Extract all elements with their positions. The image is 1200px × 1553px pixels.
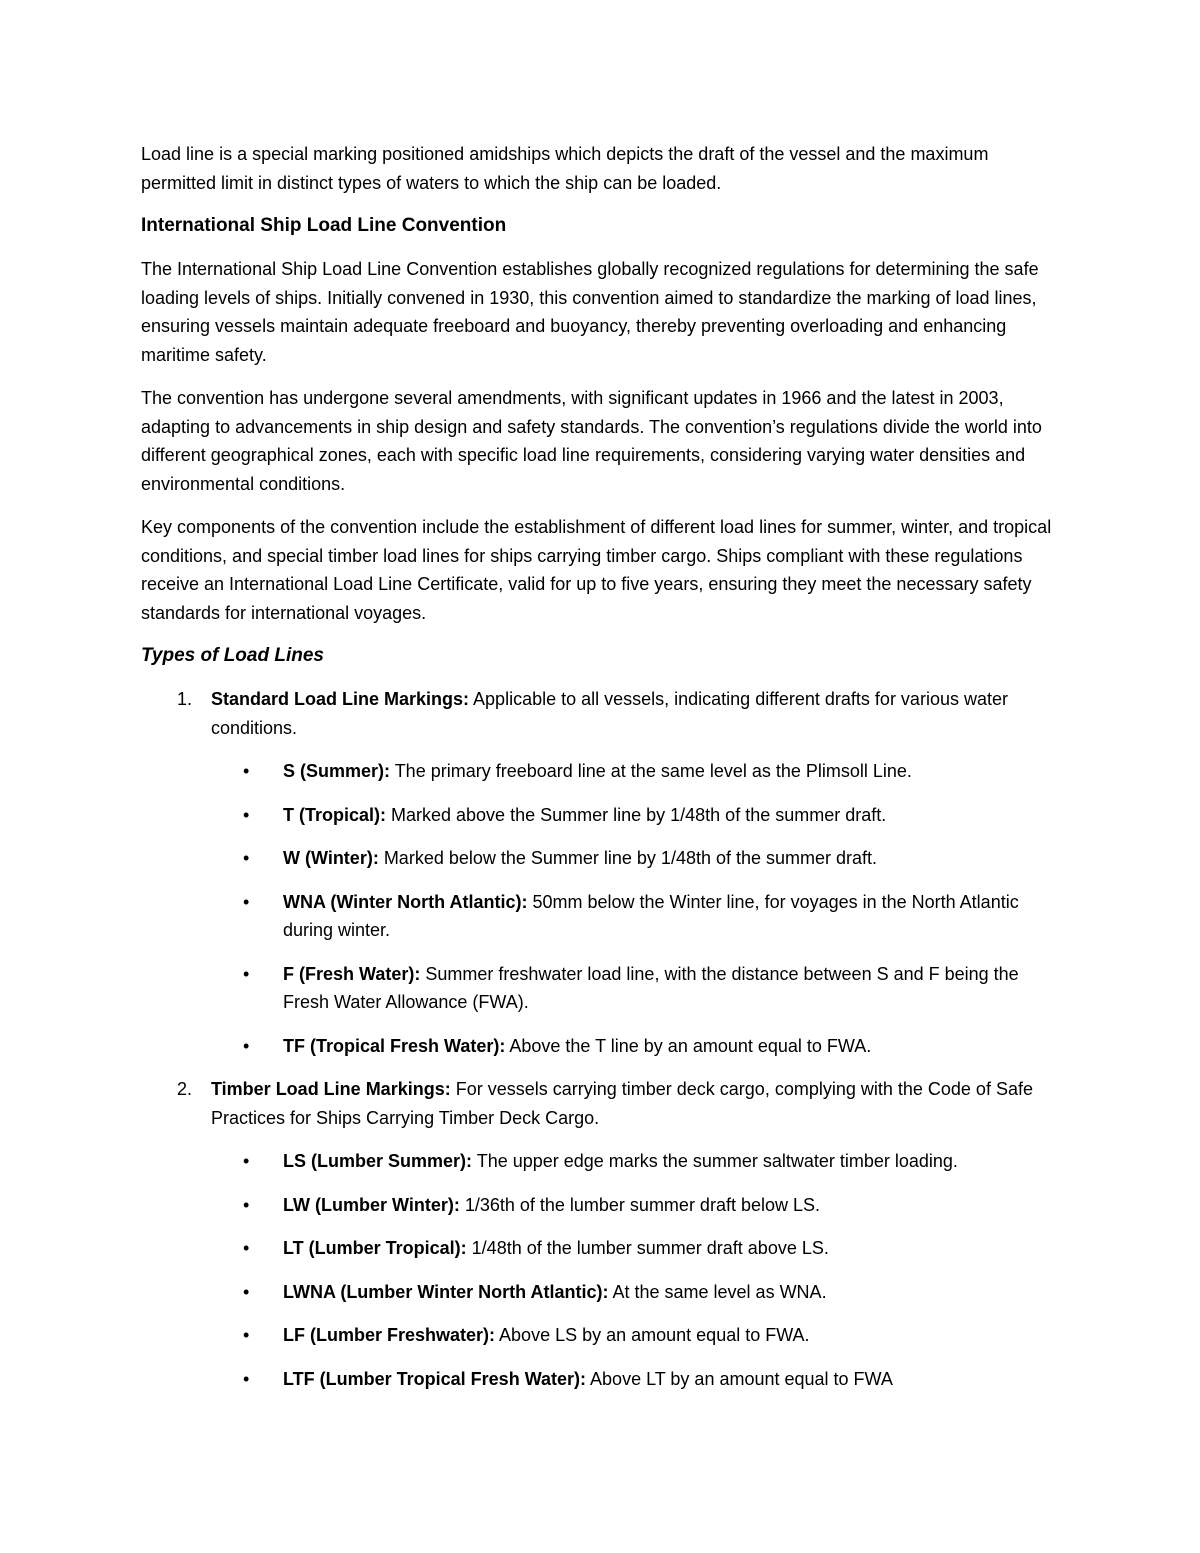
- sublist-item: [211, 1234, 1061, 1263]
- bullet-icon: •: [243, 804, 250, 825]
- sublist-text: Marked above the Summer line by 1/48th of the summer draft.: [386, 804, 887, 825]
- bullet-icon: •: [243, 1325, 250, 1345]
- intro-paragraph: Load line is a special marking positioned amidships which depicts the draft of the vessel and the maximum permitted limit in distinct types of waters to which the ship can be loaded.: [141, 144, 989, 193]
- sublist-text: Above the T line by an amount equal to FWA.: [505, 1035, 872, 1056]
- sublist-text: 1/36th of the lumber summer draft below LS.: [459, 1194, 821, 1215]
- sublist-item: [211, 1191, 1061, 1220]
- convention-paragraph-3: Key components of the convention include the establishment of different load lines for summer, winter, and tropical conditions, and special timber load lines for ships carrying timber cargo. Ships compliant with these regulations receive an International Load Line Certificate, valid for up to five years, ensuring they meet the necessary safety standards for international voyages.: [141, 517, 1052, 623]
- sublist-term: LT (Lumber Tropical):: [283, 1238, 467, 1258]
- list-number: 2.: [177, 1079, 193, 1099]
- list-term: Standard Load Line Markings:: [211, 689, 470, 709]
- bullet-icon: •: [243, 1194, 250, 1215]
- bullet-icon: •: [243, 1368, 250, 1389]
- bullet-icon: •: [243, 891, 250, 912]
- sublist-term: WNA (Winter North Atlantic):: [283, 891, 528, 912]
- list-item-timber-markings: [141, 1075, 1061, 1393]
- timber-markings-sublist: [211, 1147, 1061, 1393]
- bullet-icon: •: [243, 761, 250, 781]
- standard-markings-sublist: [211, 757, 1061, 1060]
- sublist-term: F (Fresh Water):: [283, 963, 421, 984]
- sublist-term: W (Winter):: [283, 848, 379, 868]
- sublist-item: [211, 1147, 1061, 1176]
- sublist-term: S (Summer):: [283, 761, 391, 781]
- sublist-item: [211, 1365, 1061, 1394]
- sublist-text: The upper edge marks the summer saltwater timber loading.: [472, 1151, 958, 1171]
- sublist-text: 50mm below the Winter line, for voyages in the North Atlantic during winter.: [283, 891, 1019, 940]
- bullet-icon: •: [243, 848, 250, 868]
- list-term: Timber Load Line Markings:: [211, 1079, 451, 1099]
- sublist-term: LWNA (Lumber Winter North Atlantic):: [283, 1281, 609, 1302]
- convention-paragraph-1: The International Ship Load Line Convention establishes globally recognized regulations for determining the safe loading levels of ships. Initially convened in 1930, this convention aimed to standardize the marking of load lines, ensuring vessels maintain adequate freeboard and buoyancy, thereby preventing overloading and enhancing maritime safety.: [141, 259, 1039, 365]
- convention-paragraph-2: The convention has undergone several amendments, with significant updates in 1966 and the latest in 2003, adapting to advancements in ship design and safety standards. The convention’s regulations divide the world into different geographical zones, each with specific load line requirements, considering varying water densities and environmental conditions.: [141, 388, 1042, 494]
- sublist-term: LW (Lumber Winter):: [283, 1194, 460, 1215]
- list-text: For vessels carrying timber deck cargo, complying with the Code of Safe Practices for Ships Carrying Timber Deck Cargo.: [211, 1079, 1033, 1128]
- section-heading-convention: International Ship Load Line Convention: [141, 215, 507, 236]
- sublist-text: At the same level as WNA.: [608, 1281, 827, 1302]
- sublist-term: LS (Lumber Summer):: [283, 1151, 473, 1171]
- sublist-item: [211, 757, 1061, 786]
- bullet-icon: •: [243, 1238, 250, 1258]
- bullet-icon: •: [243, 963, 250, 984]
- sublist-item: [211, 1032, 1061, 1061]
- bullet-icon: •: [243, 1151, 250, 1171]
- sublist-term: T (Tropical):: [283, 804, 386, 825]
- sublist-text: The primary freeboard line at the same level as the Plimsoll Line.: [390, 761, 912, 781]
- list-text: Applicable to all vessels, indicating different drafts for various water conditions.: [211, 689, 1008, 738]
- sublist-item: [211, 888, 1061, 945]
- bullet-icon: •: [243, 1035, 250, 1056]
- sublist-item: [211, 1321, 1061, 1350]
- sublist-term: LF (Lumber Freshwater):: [283, 1325, 496, 1345]
- sublist-text: 1/48th of the lumber summer draft above LS.: [466, 1238, 829, 1258]
- sublist-term: LTF (Lumber Tropical Fresh Water):: [283, 1368, 587, 1389]
- sublist-term: TF (Tropical Fresh Water):: [283, 1035, 506, 1056]
- bullet-icon: •: [243, 1281, 250, 1302]
- section-heading-types: Types of Load Lines: [141, 645, 324, 666]
- load-line-types-list: [141, 685, 1061, 1393]
- sublist-item: [211, 801, 1061, 830]
- sublist-text: Summer freshwater load line, with the distance between S and F being the Fresh Water Allowance (FWA).: [283, 963, 1019, 1012]
- sublist-text: Marked below the Summer line by 1/48th of the summer draft.: [378, 848, 878, 868]
- sublist-item: [211, 844, 1061, 873]
- document-body: [141, 140, 1061, 1408]
- list-item-standard-markings: [141, 685, 1061, 1060]
- sublist-text: Above LT by an amount equal to FWA: [586, 1368, 893, 1389]
- sublist-item: [211, 960, 1061, 1017]
- list-number: 1.: [177, 689, 193, 709]
- sublist-text: Above LS by an amount equal to FWA.: [495, 1325, 810, 1345]
- sublist-item: [211, 1278, 1061, 1307]
